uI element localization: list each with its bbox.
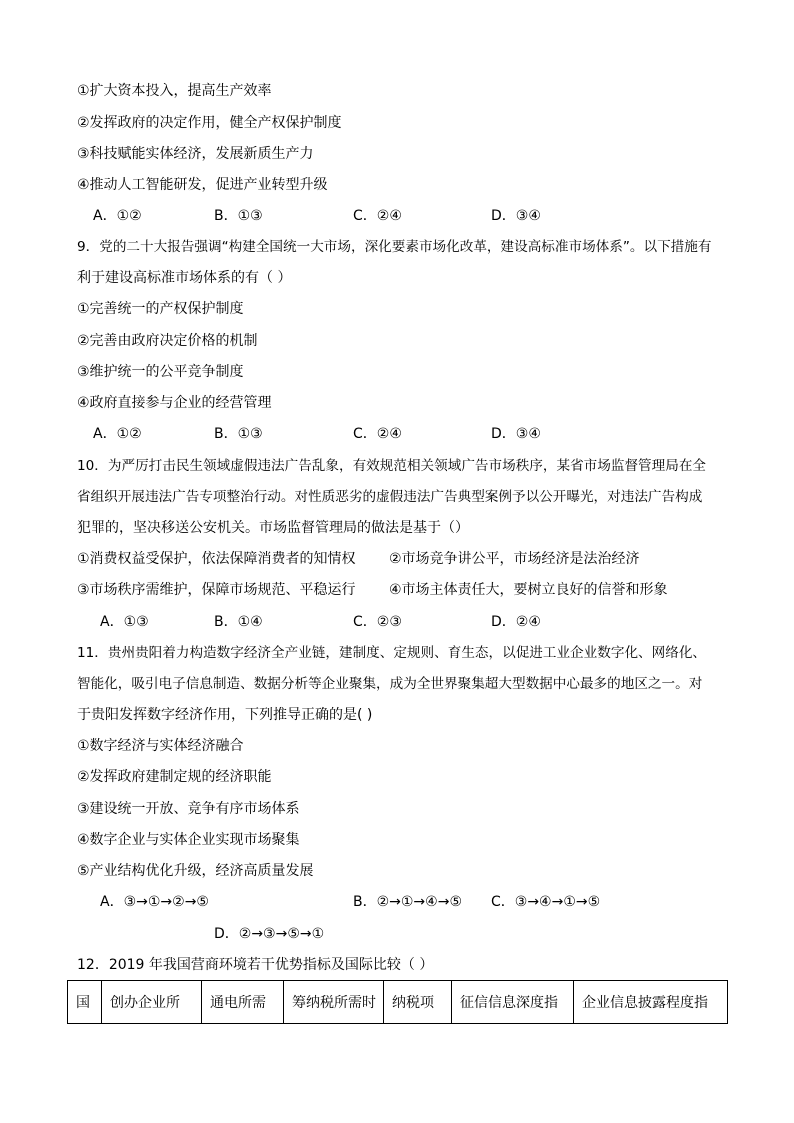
table-header-electricity: 通电所需 — [202, 981, 284, 1024]
q10-item-3: ③市场秩序需维护，保障市场规范、平稳运行 — [77, 582, 356, 598]
q11-option-a: A．③→①→②→⑤ — [100, 894, 209, 910]
q8-item-2: ②发挥政府的决定作用，健全产权保护制度 — [77, 115, 342, 131]
q9-item-3: ③维护统一的公平竞争制度 — [77, 364, 244, 380]
q10-option-d: D．②④ — [491, 614, 541, 630]
q10-stem-line-2: 省组织开展违法广告专项整治行动。对性质恶劣的虚假违法广告典型案例予以公开曝光，对违法广告构成 — [77, 489, 703, 505]
q12-indicator-table — [67, 980, 728, 1024]
q9-stem-line-1: 9．党的二十大报告强调“构建全国统一大市场，深化要素市场化改革，建设高标准市场体系”。以下措施有 — [77, 239, 712, 255]
q10-stem-line-1: 10．为严厉打击民生领域虚假违法广告乱象，有效规范相关领域广告市场秩序，某省市场监督管理局在全 — [77, 458, 707, 474]
q11-option-c: C．③→④→①→⑤ — [491, 894, 601, 910]
q8-option-a: A．①② — [93, 208, 142, 224]
q8-option-b: B．①③ — [214, 208, 263, 224]
q8-item-4: ④推动人工智能研发，促进产业转型升级 — [77, 177, 328, 193]
table-header-disclosure: 企业信息披露程度指 — [574, 981, 728, 1024]
q11-stem-line-1: 11．贵州贵阳着力构造数字经济全产业链，建制度、定规则、育生态，以促进工业企业数字化、网络化、 — [77, 645, 707, 661]
table-header-credit-depth: 征信信息深度指 — [452, 981, 574, 1024]
q9-item-1: ①完善统一的产权保护制度 — [77, 301, 244, 317]
q9-stem-line-2: 利于建设高标准市场体系的有（ ） — [77, 270, 292, 286]
q8-option-d: D．③④ — [491, 208, 541, 224]
q11-item-2: ②发挥政府建制定规的经济职能 — [77, 769, 272, 785]
q9-option-c: C．②④ — [353, 426, 402, 442]
q9-option-b: B．①③ — [214, 426, 263, 442]
table-header-startup: 创办企业所 — [102, 981, 202, 1024]
q12-stem: 12．2019 年我国营商环境若干优势指标及国际比较（ ） — [77, 957, 434, 973]
q10-stem-line-3: 犯罪的，坚决移送公安机关。市场监督管理局的做法是基于（） — [77, 520, 469, 536]
q11-item-1: ①数字经济与实体经济融合 — [77, 738, 244, 754]
q11-stem-line-2: 智能化，吸引电子信息制造、数据分析等企业聚集，成为全世界聚集超大型数据中心最多的地区之一。对 — [77, 676, 703, 692]
q9-item-4: ④政府直接参与企业的经营管理 — [77, 395, 272, 411]
q11-item-4: ④数字企业与实体企业实现市场聚集 — [77, 832, 300, 848]
q11-item-3: ③建设统一开放、竞争有序市场体系 — [77, 801, 300, 817]
q11-option-d: D．②→③→⑤→① — [214, 926, 325, 942]
q11-item-5: ⑤产业结构优化升级，经济高质量发展 — [77, 863, 314, 879]
table-header-tax-items: 纳税项 — [384, 981, 452, 1024]
q10-item-2: ②市场竞争讲公平，市场经济是法治经济 — [389, 551, 640, 567]
table-header-country: 国 — [68, 981, 102, 1024]
q9-item-2: ②完善由政府决定价格的机制 — [77, 333, 258, 349]
q11-option-b: B．②→①→④→⑤ — [353, 894, 462, 910]
q9-option-d: D．③④ — [491, 426, 541, 442]
q10-option-c: C．②③ — [353, 614, 402, 630]
q10-option-b: B．①④ — [214, 614, 263, 630]
q10-item-1: ①消费权益受保护，依法保障消费者的知情权 — [77, 551, 356, 567]
q10-item-4: ④市场主体责任大，要树立良好的信誉和形象 — [389, 582, 668, 598]
q8-option-c: C．②④ — [353, 208, 402, 224]
q9-option-a: A．①② — [93, 426, 142, 442]
q8-item-3: ③科技赋能实体经济，发展新质生产力 — [77, 146, 314, 162]
q11-stem-line-3: 于贵阳发挥数字经济作用，下列推导正确的是( ) — [77, 707, 373, 723]
table-header-row — [68, 981, 728, 1024]
q10-option-a: A．①③ — [100, 614, 149, 630]
q8-item-1: ①扩大资本投入，提高生产效率 — [77, 83, 272, 99]
table-header-tax-time: 筹纳税所需时 — [284, 981, 384, 1024]
